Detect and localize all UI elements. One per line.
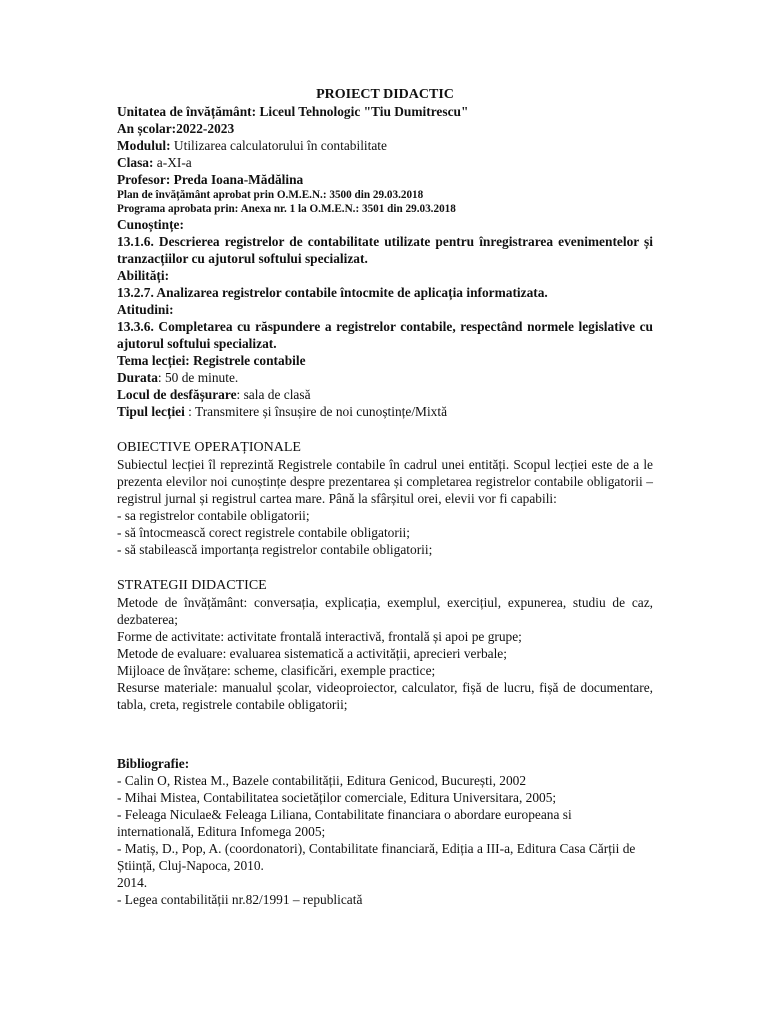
header-row-profesor: [117, 171, 653, 188]
cunostinte-text: 13.1.6. Descrierea registrelor de contabilitate utilizate pentru înregistrarea evenimentelor și tranzacțiilor cu ajutorul softului specializat.: [117, 234, 653, 266]
bibliografie-item: - Matiș, D., Pop, A. (coordonatori), Contabilitate financiară, Ediția a III-a, Editura Casa Cărții de Știință, Cluj-Napoca, 2010.: [117, 841, 636, 873]
program-line: Programa aprobata prin: Anexa nr. 1 la O.M.E.N.: 3501 din 29.03.2018: [117, 203, 456, 215]
durata-value: : 50 de minute.: [157, 370, 239, 385]
tema-label: Tema lecției:: [117, 353, 194, 368]
locul-value: : sala de clasă: [236, 387, 311, 402]
abilitati-text: 13.2.7. Analizarea registrelor contabile întocmite de aplicația informatizata.: [117, 285, 548, 300]
strategii-heading: STRATEGII DIDACTICE: [117, 578, 267, 593]
header-row-clasa: [117, 154, 653, 171]
durata-row: [117, 369, 653, 386]
locul-label: Locul de desfășurare: [117, 387, 237, 402]
bibliografie-item: - Legea contabilității nr.82/1991 – republicată: [117, 892, 363, 907]
tipul-value: : Transmitere și însușire de noi cunoștințe/Mixtă: [184, 404, 448, 419]
strategii-item: Metode de evaluare: evaluarea sistematică a activității, aprecieri verbale;: [117, 646, 507, 661]
unitate-value: Liceul Tehnologic "Tiu Dumitrescu": [256, 104, 469, 119]
header-row-an: [117, 120, 653, 137]
obiective-item: - sa registrelor contabile obligatorii;: [117, 508, 310, 523]
locul-row: [117, 386, 653, 403]
header-row-modul: [117, 137, 653, 154]
tipul-row: [117, 403, 653, 420]
durata-label: Durata: [117, 370, 158, 385]
strategii-item: Resurse materiale: manualul școlar, videoproiector, calculator, fișă de lucru, fișă de documentare, tabla, creta, registrele contabile obligatorii;: [117, 680, 653, 712]
tipul-label: Tipul lecției: [117, 404, 185, 419]
cunostinte-label: Cunoștințe:: [117, 217, 184, 232]
atitudini-text: 13.3.6. Completarea cu răspundere a registrelor contabile, respectând normele legislative cu ajutorul softului specializat.: [117, 319, 653, 351]
spacer: [117, 738, 653, 755]
obiective-text: Subiectul lecției îl reprezintă Registrele contabile în cadrul unei entități. Scopul lecției este de a le prezenta elevilor noi cunoștințe despre prezentarea și completarea registrelor contabile obligatorii – registrul jurnal și registrul cartea mare. Până la sfârșitul orei, elevii vor fi capabili:: [117, 457, 653, 506]
bibliografie-heading: Bibliografie:: [117, 756, 190, 771]
tema-value: Registrele contabile: [193, 353, 306, 368]
clasa-value: a-XI-a: [153, 155, 192, 170]
bibliografie-item: - Feleaga Niculae& Feleaga Liliana, Contabilitate financiara o abordare europeana si internatională, Editura Infomega 2005;: [117, 807, 572, 839]
modul-label: Modulul:: [117, 138, 171, 153]
document-page: [117, 86, 653, 908]
an-label: An școlar:: [117, 121, 177, 136]
obiective-item: - să stabilească importanța registrelor contabile obligatorii;: [117, 542, 433, 557]
spacer: [117, 420, 653, 437]
header-row-unitate: [117, 103, 653, 120]
profesor-label: Profesor:: [117, 172, 171, 187]
plan-line: Plan de învățământ aprobat prin O.M.E.N.: 3500 din 29.03.2018: [117, 189, 424, 201]
clasa-label: Clasa:: [117, 155, 154, 170]
tema-row: [117, 352, 653, 369]
bibliografie-item: 2014.: [117, 875, 148, 890]
strategii-item: Forme de activitate: activitate frontală interactivă, frontală și apoi pe grupe;: [117, 629, 522, 644]
strategii-item: Mijloace de învățare: scheme, clasificări, exemple practice;: [117, 663, 436, 678]
unitate-label: Unitatea de învățământ:: [117, 104, 257, 119]
spacer: [117, 713, 653, 738]
profesor-value: Preda Ioana-Mădălina: [170, 172, 304, 187]
modul-value: Utilizarea calculatorului în contabilitate: [170, 138, 387, 153]
strategii-item: Metode de învățământ: conversația, explicația, exemplul, exercițiul, expunerea, studiu de caz, dezbaterea;: [117, 595, 653, 627]
obiective-heading: OBIECTIVE OPERAȚIONALE: [117, 440, 301, 455]
bibliografie-item: - Mihai Mistea, Contabilitatea societăților comerciale, Editura Universitara, 2005;: [117, 790, 557, 805]
bibliografie-item: - Calin O, Ristea M., Bazele contabilității, Editura Genicod, București, 2002: [117, 773, 527, 788]
an-value: 2022-2023: [176, 121, 235, 136]
bibliografie-list: [117, 772, 637, 908]
obiective-item: - să întocmească corect registrele contabile obligatorii;: [117, 525, 410, 540]
abilitati-label: Abilități:: [117, 268, 170, 283]
atitudini-label: Atitudini:: [117, 302, 174, 317]
document-title: PROIECT DIDACTIC: [316, 87, 454, 102]
spacer: [117, 558, 653, 575]
